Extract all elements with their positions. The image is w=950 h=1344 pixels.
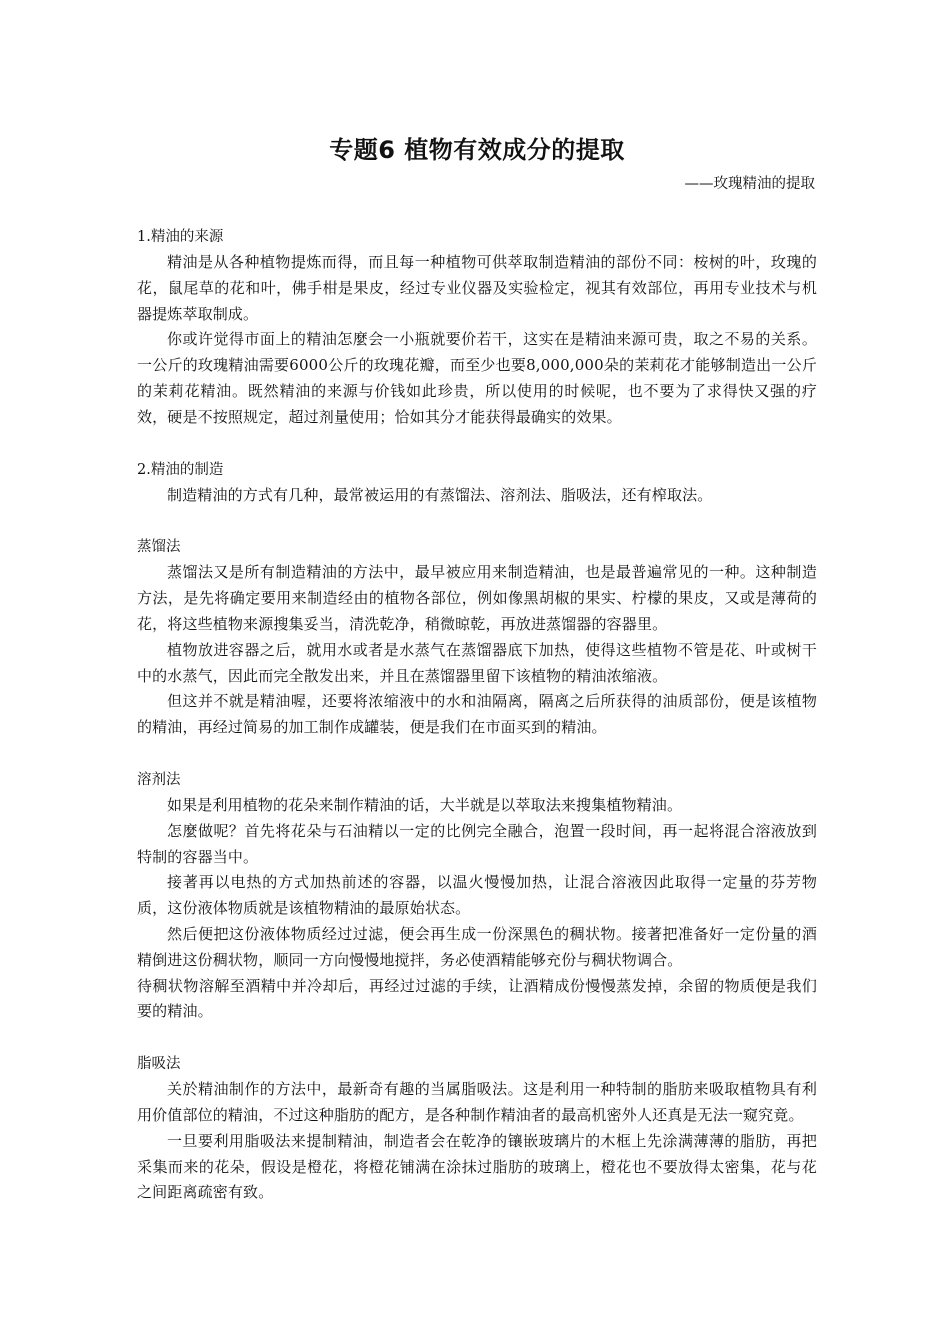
section-heading: 蒸馏法: [137, 539, 181, 556]
page-title: 专题6 植物有效成分的提取: [329, 136, 625, 164]
paragraph: 关於精油制作的方法中，最新奇有趣的当属脂吸法。这是利用一种特制的脂肪来吸取植物具有利用价值部位的精油，不过这种脂肪的配方，是各种制作精油者的最高机密外人还真是无法一窥究竟。: [137, 1080, 817, 1124]
paragraph: 一旦要利用脂吸法来提制精油，制造者会在乾净的镶嵌玻璃片的木框上先涂满薄薄的脂肪，再把采集而来的花朵，假设是橙花，将橙花铺满在涂抹过脂肪的玻璃上，橙花也不要放得太密集，花与花之间距离疏密有致。: [137, 1131, 817, 1202]
paragraph: 接著再以电热的方式加热前述的容器，以温火慢慢加热，让混合溶液因此取得一定量的芬芳物质，这份液体物质就是该植物精油的最原始状态。: [137, 873, 817, 918]
paragraph: 然后便把这份液体物质经过过滤，便会再生成一份深黑色的稠状物。接著把准备好一定份量的酒精倒进这份稠状物，顺同一方向慢慢地搅拌，务必使酒精能够充份与稠状物调合。: [137, 924, 817, 969]
section-heading: 脂吸法: [137, 1056, 181, 1073]
page-subtitle: ——玫瑰精油的提取: [684, 176, 815, 192]
paragraph: 精油是从各种植物提炼而得，而且每一种植物可供萃取制造精油的部份不同：桉树的叶，玫瑰的花，鼠尾草的花和叶，佛手柑是果皮，经过专业仪器及实验检定，视其有效部位，再用专业技术与机器提炼萃取制成。: [137, 253, 817, 323]
section-manufacture: [137, 457, 817, 509]
paragraph: 蒸馏法又是所有制造精油的方法中，最早被应用来制造精油，也是最普遍常见的一种。这种制造方法，是先将确定要用来制造经由的植物各部位，例如像黑胡椒的果实、柠檬的果皮，又或是薄荷的花，将这些植物来源搜集妥当，清洗乾净，稍微晾乾，再放进蒸馏器的容器里。: [137, 563, 817, 633]
section-heading: 2.精油的制造: [137, 461, 224, 478]
section-source: [137, 224, 817, 431]
paragraph: 如果是利用植物的花朵来制作精油的话，大半就是以萃取法来搜集植物精油。: [167, 795, 683, 814]
paragraph: 怎麼做呢？首先将花朵与石油精以一定的比例完全融合，泡置一段时间，再一起将混合溶液放到特制的容器当中。: [137, 821, 817, 866]
paragraph: 但这并不就是精油喔，还要将浓缩液中的水和油隔离，隔离之后所获得的油质部份，便是该植物的精油，再经过简易的加工制作成罐装，便是我们在市面买到的精油。: [137, 692, 817, 737]
paragraph: 植物放进容器之后，就用水或者是水蒸气在蒸馏器底下加热，使得这些植物不管是花、叶或树干中的水蒸气，因此而完全散发出来，并且在蒸馏器里留下该植物的精油浓缩液。: [137, 640, 817, 685]
section-distillation: [137, 534, 817, 741]
document-page: [137, 130, 817, 1206]
paragraph: 制造精油的方式有几种，最常被运用的有蒸馏法、溶剂法、脂吸法，还有榨取法。: [167, 485, 713, 504]
paragraph: 你或许觉得市面上的精油怎麼会一小瓶就要价若干，这实在是精油来源可贵，取之不易的关系。一公斤的玫瑰精油需要6000公斤的玫瑰花瓣，而至少也要8,000,000朵的茉莉花才能够制造出一公斤的茉莉花精油。既然精油的来源与价钱如此珍贵，所以使用的时候呢，也不要为了求得快又强的疗效，硬是不按照规定，超过剂量使用；恰如其分才能获得最确实的效果。: [137, 330, 817, 426]
section-solvent: [137, 767, 817, 1025]
section-enfleurage: [137, 1051, 817, 1206]
paragraph: 待稠状物溶解至酒精中并冷却后，再经过过滤的手续，让酒精成份慢慢蒸发掉，余留的物质便是我们要的精油。: [137, 976, 817, 1021]
section-heading: 1.精油的来源: [137, 229, 224, 245]
section-heading: 溶剂法: [137, 771, 181, 788]
